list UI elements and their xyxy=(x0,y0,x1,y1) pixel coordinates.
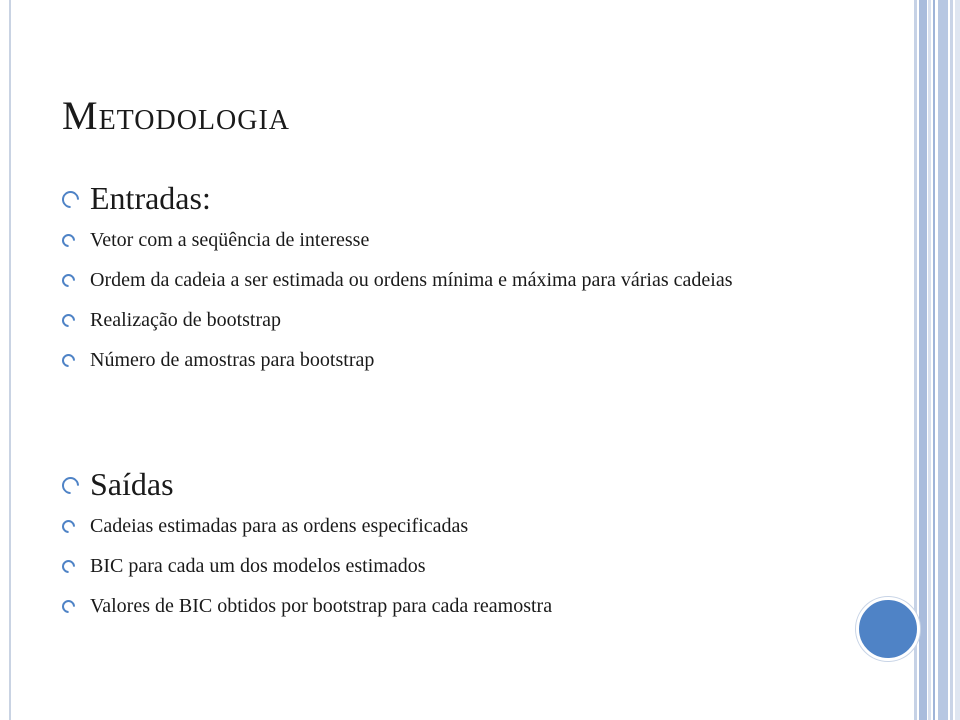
heading-text: Entradas: xyxy=(90,180,211,216)
bullet-icon xyxy=(59,351,77,369)
list-item-text: BIC para cada um dos modelos estimados xyxy=(90,555,426,577)
bullet-icon xyxy=(59,231,77,249)
bullet-icon xyxy=(58,187,82,211)
bullet-icon xyxy=(59,311,77,329)
stripe xyxy=(955,0,960,720)
list-item-text: Ordem da cadeia a ser estimada ou ordens mínima e máxima para várias cadeias xyxy=(90,269,733,291)
bullet-icon xyxy=(59,597,77,615)
list-item xyxy=(62,554,852,578)
list-item-text: Valores de BIC obtidos por bootstrap para cada reamostra xyxy=(90,595,553,617)
list-item xyxy=(62,594,852,618)
stripe xyxy=(938,0,948,720)
stripe xyxy=(919,0,927,720)
list-item-text: Realização de bootstrap xyxy=(90,309,282,331)
section-saidas xyxy=(62,462,852,634)
slide-title: Metodologia xyxy=(62,93,291,138)
bullet-icon xyxy=(59,557,77,575)
list-item xyxy=(62,308,852,332)
section-heading xyxy=(62,462,852,506)
stripe xyxy=(928,0,931,720)
list-item-text: Cadeias estimadas para as ordens especificadas xyxy=(90,515,469,537)
stripe xyxy=(950,0,953,720)
list-item xyxy=(62,228,852,252)
list-item-text: Número de amostras para bootstrap xyxy=(90,349,375,371)
list-item xyxy=(62,514,852,538)
stripe xyxy=(933,0,935,720)
bullet-list xyxy=(62,514,852,618)
list-item-text: Vetor com a seqüência de interesse xyxy=(90,229,370,251)
section-entradas xyxy=(62,176,852,388)
bullet-icon xyxy=(59,271,77,289)
list-item xyxy=(62,348,852,372)
list-item xyxy=(62,268,852,292)
heading-text: Saídas xyxy=(90,466,174,502)
bullet-list xyxy=(62,228,852,372)
right-decorative-stripes xyxy=(914,0,960,720)
left-border-line xyxy=(9,0,11,720)
bullet-icon xyxy=(58,473,82,497)
section-heading xyxy=(62,176,852,220)
bullet-icon xyxy=(59,517,77,535)
decorative-circle xyxy=(856,597,920,661)
